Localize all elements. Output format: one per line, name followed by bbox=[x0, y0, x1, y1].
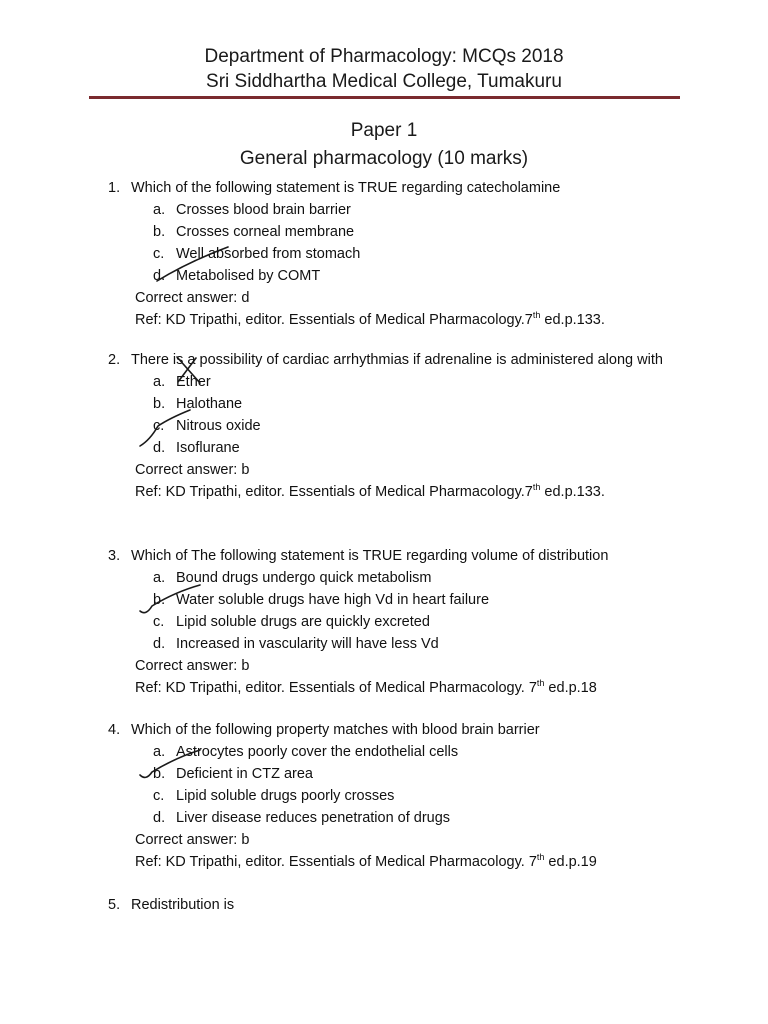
question-text: Which of The following statement is TRUE regarding volume of distribution bbox=[131, 548, 609, 564]
question-number: 1. bbox=[108, 180, 121, 196]
option-letter: a. bbox=[153, 570, 166, 586]
option-item bbox=[153, 221, 698, 243]
correct-answer: Correct answer: b bbox=[135, 658, 250, 674]
option-letter: c. bbox=[153, 246, 165, 262]
option-item bbox=[153, 807, 698, 829]
question-text: Which of the following statement is TRUE regarding catecholamine bbox=[131, 180, 561, 196]
reference bbox=[135, 851, 698, 873]
option-text: Lipid soluble drugs poorly crosses bbox=[176, 788, 395, 804]
reference-page: ed.p.133. bbox=[540, 312, 605, 328]
question-4 bbox=[108, 719, 698, 873]
correct-answer: Correct answer: b bbox=[135, 462, 250, 478]
option-text: Crosses corneal membrane bbox=[176, 224, 355, 240]
option-text: Crosses blood brain barrier bbox=[176, 202, 351, 218]
option-item bbox=[153, 611, 698, 633]
reference-prefix: Ref: KD Tripathi, editor. Essentials of Medical Pharmacology. bbox=[135, 854, 525, 870]
question-text: There is a possibility of cardiac arrhythmias if adrenaline is administered along with bbox=[131, 352, 663, 368]
reference-prefix: Ref: KD Tripathi, editor. Essentials of Medical Pharmacology. bbox=[135, 484, 525, 500]
option-text: Deficient in CTZ area bbox=[176, 766, 313, 782]
option-letter: a. bbox=[153, 744, 166, 760]
option-item bbox=[153, 633, 698, 655]
option-text: Nitrous oxide bbox=[176, 418, 261, 434]
option-text: Ether bbox=[176, 374, 211, 390]
question-number: 3. bbox=[108, 548, 121, 564]
option-item bbox=[153, 437, 698, 459]
option-item bbox=[153, 371, 698, 393]
option-item bbox=[153, 199, 698, 221]
option-list bbox=[153, 371, 698, 459]
option-item bbox=[153, 393, 698, 415]
question-1 bbox=[108, 177, 698, 331]
reference-page: ed.p.19 bbox=[544, 854, 597, 870]
header-rule bbox=[89, 96, 680, 99]
option-list bbox=[153, 199, 698, 287]
paper-title: Paper 1 bbox=[350, 120, 418, 141]
option-text: Halothane bbox=[176, 396, 243, 412]
option-item bbox=[153, 415, 698, 437]
question-3 bbox=[108, 545, 698, 699]
option-letter: b. bbox=[153, 766, 166, 782]
option-item bbox=[153, 785, 698, 807]
option-list bbox=[153, 567, 698, 655]
option-item bbox=[153, 243, 698, 265]
reference-edition-sup: th bbox=[536, 852, 545, 863]
option-text: Metabolised by COMT bbox=[176, 268, 321, 284]
option-text: Well absorbed from stomach bbox=[176, 246, 361, 262]
reference bbox=[135, 309, 698, 331]
department-title: Department of Pharmacology: MCQs 2018 bbox=[204, 46, 564, 67]
option-text: Water soluble drugs have high Vd in heart failure bbox=[176, 592, 490, 608]
option-item bbox=[153, 265, 698, 287]
option-list bbox=[153, 741, 698, 829]
option-letter: d. bbox=[153, 810, 166, 826]
reference-edition-sup: th bbox=[532, 310, 541, 321]
option-text: Liver disease reduces penetration of drugs bbox=[176, 810, 451, 826]
option-item bbox=[153, 763, 698, 785]
option-text: Isoflurane bbox=[176, 440, 240, 456]
question-number: 4. bbox=[108, 722, 121, 738]
option-text: Lipid soluble drugs are quickly excreted bbox=[176, 614, 430, 630]
reference-edition: 7 bbox=[524, 854, 537, 870]
reference-edition: 7 bbox=[524, 484, 533, 500]
reference-edition-sup: th bbox=[532, 482, 541, 493]
option-text: Astrocytes poorly cover the endothelial cells bbox=[176, 744, 459, 760]
option-text: Bound drugs undergo quick metabolism bbox=[176, 570, 432, 586]
question-2 bbox=[108, 349, 698, 503]
reference bbox=[135, 481, 698, 503]
reference-prefix: Ref: KD Tripathi, editor. Essentials of Medical Pharmacology. bbox=[135, 312, 525, 328]
reference-page: ed.p.133. bbox=[540, 484, 605, 500]
question-stem bbox=[108, 545, 698, 567]
reference-edition: 7 bbox=[524, 312, 533, 328]
reference bbox=[135, 677, 698, 699]
option-item bbox=[153, 589, 698, 611]
question-stem bbox=[108, 719, 698, 741]
option-letter: b. bbox=[153, 592, 166, 608]
college-name: Sri Siddhartha Medical College, Tumakuru bbox=[206, 71, 562, 92]
paper-subtitle: General pharmacology (10 marks) bbox=[239, 148, 529, 169]
option-letter: c. bbox=[153, 788, 165, 804]
option-letter: a. bbox=[153, 202, 166, 218]
option-letter: c. bbox=[153, 418, 165, 434]
option-letter: d. bbox=[153, 636, 166, 652]
question-text: Redistribution is bbox=[131, 897, 235, 913]
reference-page: ed.p.18 bbox=[544, 680, 597, 696]
option-letter: b. bbox=[153, 396, 166, 412]
reference-prefix: Ref: KD Tripathi, editor. Essentials of Medical Pharmacology. bbox=[135, 680, 525, 696]
option-text: Increased in vascularity will have less Vd bbox=[176, 636, 439, 652]
correct-answer: Correct answer: b bbox=[135, 832, 250, 848]
question-stem bbox=[108, 894, 698, 916]
document-header bbox=[0, 44, 768, 94]
option-letter: a. bbox=[153, 374, 166, 390]
option-item bbox=[153, 567, 698, 589]
reference-edition-sup: th bbox=[536, 678, 545, 689]
option-item bbox=[153, 741, 698, 763]
option-letter: d. bbox=[153, 268, 166, 284]
question-number: 2. bbox=[108, 352, 121, 368]
option-letter: b. bbox=[153, 224, 166, 240]
question-stem bbox=[108, 177, 698, 199]
question-5 bbox=[108, 894, 698, 916]
option-letter: c. bbox=[153, 614, 165, 630]
option-letter: d. bbox=[153, 440, 166, 456]
question-number: 5. bbox=[108, 897, 121, 913]
question-stem bbox=[108, 349, 698, 371]
reference-edition: 7 bbox=[524, 680, 537, 696]
correct-answer: Correct answer: d bbox=[135, 290, 250, 306]
question-text: Which of the following property matches with blood brain barrier bbox=[131, 722, 540, 738]
